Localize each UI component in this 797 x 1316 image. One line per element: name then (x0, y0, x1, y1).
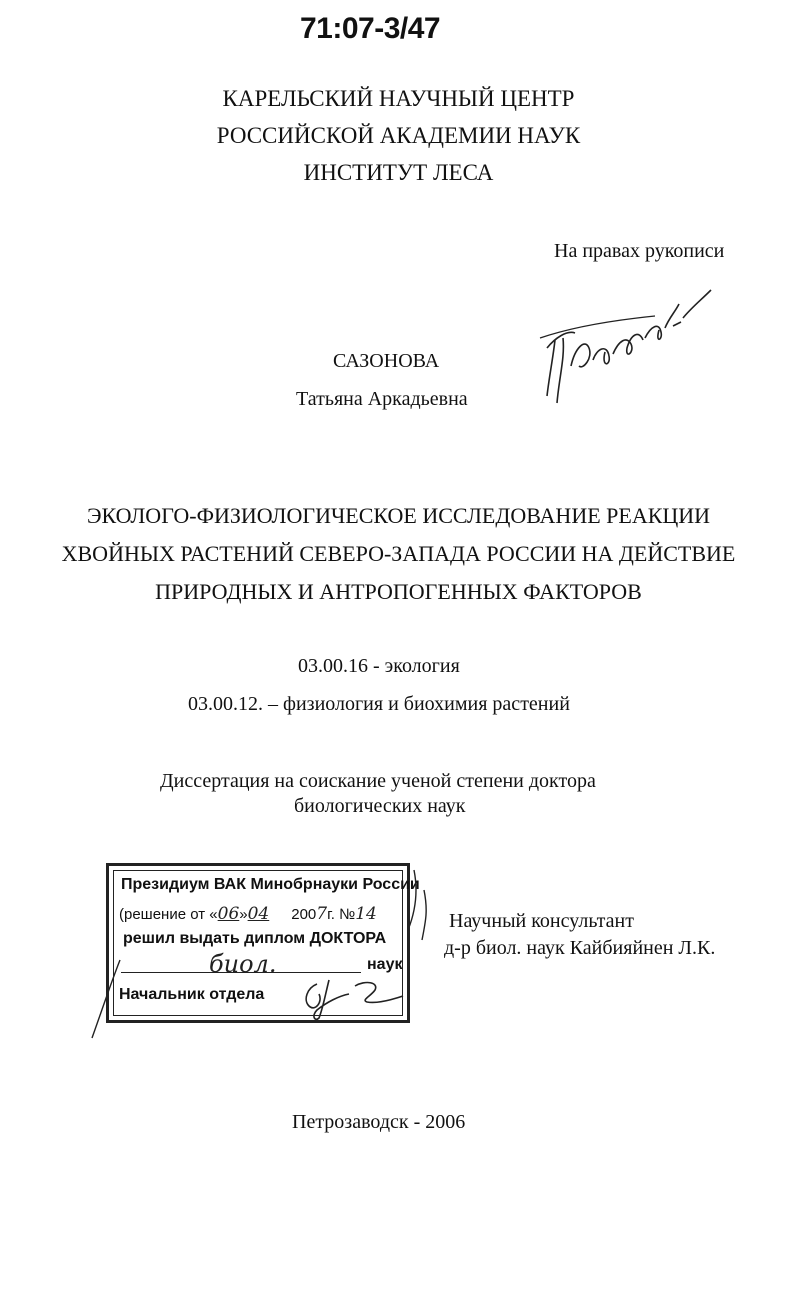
title-line-1: ЭКОЛОГО-ФИЗИОЛОГИЧЕСКОЕ ИССЛЕДОВАНИЕ РЕАКЦИИ (86, 503, 711, 528)
stamp-award-line: решил выдать диплом ДОКТОРА (123, 930, 387, 947)
institution-line-2: РОССИЙСКОЙ АКАДЕМИИ НАУК (216, 123, 581, 148)
stamp-field-handwritten: биол. (209, 950, 277, 978)
specialty-first: 03.00.16 - экология (298, 655, 460, 677)
stamp-month-separator: » (239, 906, 248, 923)
stamp-year-digit-handwritten: 7 (316, 904, 328, 924)
consultant-label: Научный консультант (449, 910, 634, 932)
consultant-name: д-р биол. наук Кайбияйнен Л.К. (444, 937, 716, 959)
city-year: Петрозаводск - 2006 (292, 1111, 466, 1133)
stamp-month-handwritten: 04 (247, 904, 270, 924)
stamp-year-prefix: 200 (291, 906, 317, 923)
stamp-line-presidium: Президиум ВАК Минобрнауки России (121, 876, 420, 893)
specialty-second: 03.00.12. – физиология и биохимия растений (188, 693, 570, 715)
institution-line-3: ИНСТИТУТ ЛЕСА (303, 160, 494, 185)
stamp-chief-label: Начальник отдела (119, 986, 265, 1003)
degree-line-2: биологических наук (294, 795, 466, 817)
document-code: 71:07-3/47 (300, 12, 441, 45)
author-name: Татьяна Аркадьевна (296, 388, 468, 410)
author-surname: САЗОНОВА (333, 350, 440, 372)
stamp-year-suffix: г. № (327, 906, 356, 923)
stamp-decision-prefix: (решение от « (119, 906, 218, 923)
institution-line-1: КАРЕЛЬСКИЙ НАУЧНЫЙ ЦЕНТР (222, 86, 575, 111)
title-line-3: ПРИРОДНЫХ И АНТРОПОГЕННЫХ ФАКТОРОВ (155, 579, 642, 604)
stamp-day-handwritten: 06 (217, 904, 240, 924)
stamp-science-word: наук (367, 956, 403, 973)
author-signature (535, 278, 715, 413)
title-line-2: ХВОЙНЫХ РАСТЕНИЙ СЕВЕРО-ЗАПАДА РОССИИ НА ДЕЙСТВИЕ (61, 541, 736, 566)
stamp-handwritten-marks (86, 860, 446, 1045)
degree-line-1: Диссертация на соискание ученой степени доктора (160, 770, 596, 792)
stamp-number-handwritten: 14 (355, 904, 377, 924)
manuscript-rights: На правах рукописи (554, 240, 725, 262)
